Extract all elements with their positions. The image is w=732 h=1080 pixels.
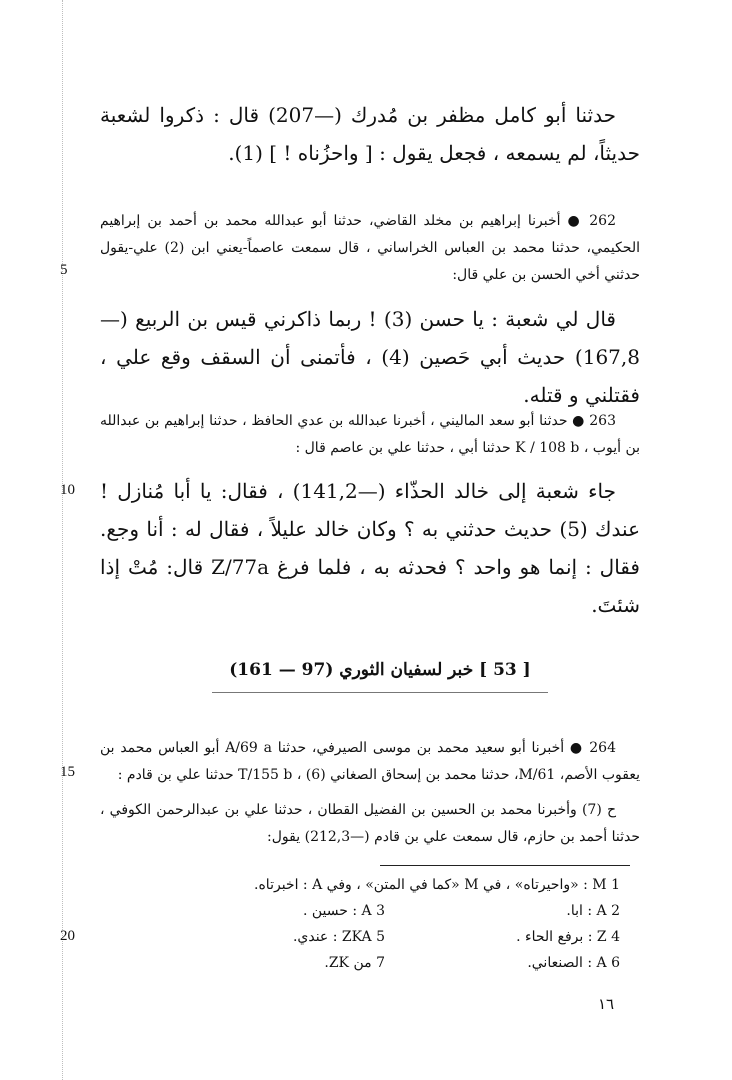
footnote-divider xyxy=(380,865,630,866)
line-number-10: 10 xyxy=(60,482,75,498)
margin-rule xyxy=(62,0,63,1080)
footnote-5: 5 ZKA : عندي. xyxy=(292,929,385,945)
paragraph-264-isnad: 264 ● أخبرنا أبو سعيد محمد بن موسى الصيرفي، حدثنا A/69 a أبو العباس محمد بن يعقوب الأصم، M/61، حدثنا محمد بن إسحاق الصغاني (6) ، T/155 b حدثنا علي بن قادم : xyxy=(100,740,640,783)
paragraph-263-matn: جاء شعبة إلى خالد الحذّاء (—141,2) ، فقال: يا أبا مُنازل ! عندك (5) حديث حدثني به ؟ وكان خالد عليلاً ، فقال له : أنا وجع. فقال : إنما هو واحد ؟ فحدثه به ، فلما فرغ Z/77a قال: مُتْ إذا شئتَ. xyxy=(100,479,640,617)
footnote-4: 4 Z : برفع الحاء . xyxy=(516,929,620,945)
paragraph-207: حدثنا أبو كامل مظفر بن مُدرك (—207) قال : ذكروا لشعبة حديثاً، لم يسمعه ، فجعل يقول : [ واحزُناه ! ] (1). xyxy=(100,103,640,165)
heading-divider xyxy=(212,692,548,693)
footnote-1: 1 M : «واحيرتاه» ، في M «كما في المتن» ، وفي A : اخبرتاه. xyxy=(254,877,620,893)
paragraph-262-isnad: 262 ● أخبرنا إبراهيم بن مخلد القاضي، حدثنا أبو عبدالله محمد بن أحمد بن إبراهيم الحكيمي، حدثنا محمد بن العباس الخراساني ، قال سمعت عاصماً-يعني ابن (2) علي-يقول حدثني أخي الحسن بن علي قال: xyxy=(100,213,640,283)
line-number-5: 5 xyxy=(60,262,68,278)
footnote-7: 7 من ZK. xyxy=(324,955,385,971)
line-number-20: 20 xyxy=(60,928,75,944)
paragraph-263-isnad: 263 ● حدثنا أبو سعد الماليني ، أخبرنا عبدالله بن عدي الحافظ ، حدثنا إبراهيم بن عبدالله بن أيوب ، K / 108 b حدثنا أبي ، حدثنا علي بن عاصم قال : xyxy=(100,413,640,456)
line-number-15: 15 xyxy=(60,764,75,780)
section-heading: [ 53 ] خبر لسفيان الثوري (97 — 161) xyxy=(229,660,531,680)
paragraph-262-matn: قال لي شعبة : يا حسن (3) ! ربما ذاكرني قيس بن الربيع (—167,8) حديث أبي حَصين (4) ، فأتمنى أن السقف وقع علي ، فقتلني و قتله. xyxy=(100,307,640,407)
paragraph-264-continuation: ح (7) وأخبرنا محمد بن الحسين بن الفضيل القطان ، حدثنا علي بن عبدالرحمن الكوفي ، حدثنا أحمد بن حازم، قال سمعت علي بن قادم (—212,3) يقول: xyxy=(100,802,640,845)
footnote-6: 6 A : الصنعاني. xyxy=(527,955,620,971)
footnote-2: 2 A : ابا. xyxy=(566,903,620,919)
page-number: ١٦ xyxy=(598,997,615,1013)
footnotes xyxy=(170,872,620,976)
footnote-3: 3 A : حسين . xyxy=(302,903,385,919)
